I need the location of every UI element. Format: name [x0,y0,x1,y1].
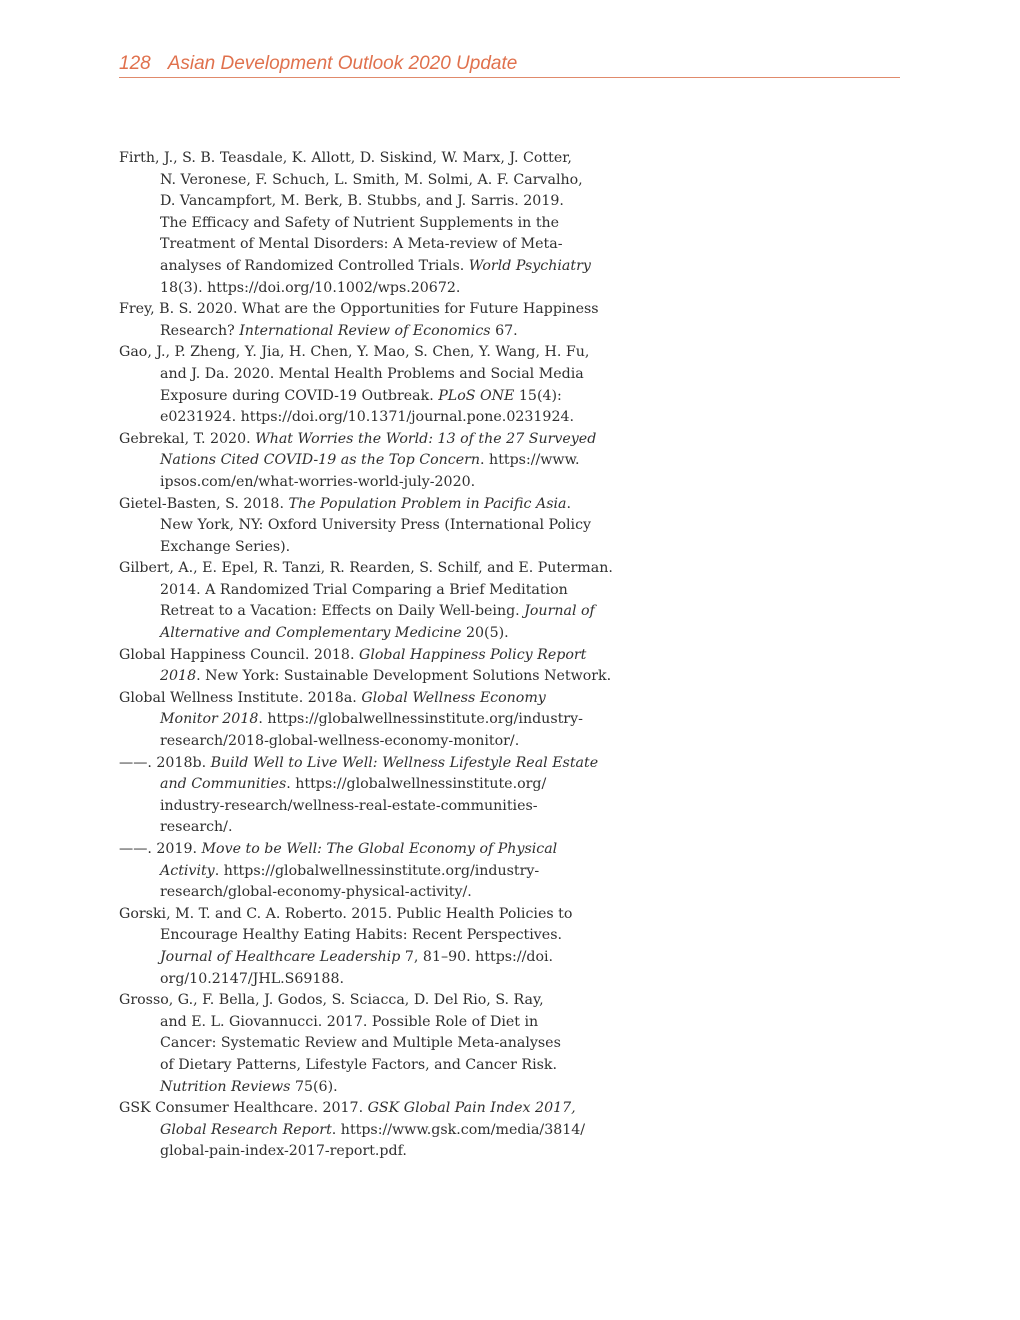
reference-text: research/global-economy-physical-activity/. [160,884,472,901]
reference-line [119,774,619,796]
reference-text: Firth, J., S. B. Teasdale, K. Allott, D. Siskind, W. Marx, J. Cotter, [119,150,572,166]
reference-line [119,342,619,364]
page-number: 128 [119,53,151,74]
italic-title-text: Move to be Well: The Global Economy of Physical [201,841,558,857]
reference-text: Exposure during COVID-19 Outbreak. [160,387,439,404]
reference-line [119,1033,619,1055]
reference-line [119,861,619,883]
reference-line [119,947,619,969]
reference-entry [119,904,619,990]
italic-title-text: 2018 [160,668,197,685]
reference-text: . New York: Sustainable Development Solutions Network. [196,668,612,685]
reference-text: . https://globalwellnessinstitute.org/ [286,776,547,793]
reference-line [119,601,619,623]
reference-line [119,494,619,516]
reference-entry [119,1098,619,1163]
reference-text: 20(5). [461,625,509,642]
reference-text: N. Veronese, F. Schuch, L. Smith, M. Solmi, A. F. Carvalho, [160,171,583,188]
reference-line [119,472,619,494]
reference-line [119,234,619,256]
reference-text: ——. 2018b. [119,754,211,771]
reference-text: The Efficacy and Safety of Nutrient Supplements in the [160,214,560,231]
italic-title-text: What Worries the World: 13 of the 27 Surveyed [255,430,597,447]
reference-text: and J. Da. 2020. Mental Health Problems and Social Media [160,365,584,382]
reference-text: analyses of Randomized Controlled Trials. [160,257,469,274]
reference-line [119,969,619,991]
reference-line [119,882,619,904]
reference-text: . https://www.gsk.com/media/3814/ [331,1121,586,1138]
reference-text: GSK Consumer Healthcare. 2017. [119,1100,368,1117]
reference-line [119,537,619,559]
reference-line [119,321,619,343]
reference-line [119,364,619,386]
reference-text: Gilbert, A., E. Epel, R. Tanzi, R. Rearden, S. Schilf, and E. Puterman. [119,560,613,577]
reference-line [119,753,619,775]
reference-text: ipsos.com/en/what-worries-world-july-2020. [160,473,476,490]
header-title: Asian Development Outlook 2020 Update [167,53,518,74]
reference-line [119,386,619,408]
reference-text: Grosso, G., F. Bella, J. Godos, S. Sciacca, D. Del Rio, S. Ray, [119,992,544,1009]
reference-entry [119,839,619,904]
reference-text: Research? [160,322,240,339]
reference-text: Gebrekal, T. 2020. [119,430,256,447]
reference-line [119,817,619,839]
reference-line [119,623,619,645]
reference-entry [119,990,619,1098]
italic-title-text: PLoS ONE [438,387,515,404]
reference-text: Global Wellness Institute. 2018a. [119,689,362,706]
reference-text: Gao, J., P. Zheng, Y. Jia, H. Chen, Y. Mao, S. Chen, Y. Wang, H. Fu, [119,344,590,361]
italic-title-text: Build Well to Live Well: Wellness Lifestyle Real Estate [210,754,599,771]
reference-line [119,839,619,861]
reference-line [119,170,619,192]
reference-text: . https://globalwellnessinstitute.org/industry- [214,862,540,879]
reference-text: industry-research/wellness-real-estate-communities- [160,797,538,814]
italic-title-text: Monitor 2018 [160,711,259,728]
reference-line [119,515,619,537]
reference-text: 75(6). [290,1078,338,1095]
reference-text: global-pain-index-2017-report.pdf. [160,1143,407,1160]
italic-title-text: Journal of [524,603,595,620]
reference-line [119,688,619,710]
reference-text: and E. L. Giovannucci. 2017. Possible Role of Diet in [160,1013,539,1030]
reference-text: Encourage Healthy Eating Habits: Recent Perspectives. [160,927,562,944]
reference-entry [119,753,619,839]
reference-text: Gietel-Basten, S. 2018. [119,495,289,512]
italic-title-text: World Psychiatry [468,257,591,274]
reference-entry [119,429,619,494]
running-header [119,50,900,78]
reference-text: of Dietary Patterns, Lifestyle Factors, and Cancer Risk. [160,1056,557,1073]
reference-line [119,278,619,300]
reference-text: 2014. A Randomized Trial Comparing a Brief Meditation [160,581,568,598]
italic-title-text: Journal of Healthcare Leadership [160,948,401,965]
reference-line [119,213,619,235]
reference-line [119,191,619,213]
reference-line [119,731,619,753]
reference-text: Global Happiness Council. 2018. [119,646,359,663]
reference-entry [119,299,619,342]
reference-text: D. Vancampfort, M. Berk, B. Stubbs, and J. Sarris. 2019. [160,193,564,210]
reference-line [119,1120,619,1142]
reference-line [119,1055,619,1077]
reference-text: . https://www. [480,452,580,469]
reference-text: e0231924. https://doi.org/10.1371/journal.pone.0231924. [160,409,575,426]
reference-text: research/. [160,819,233,836]
reference-line [119,256,619,278]
reference-line [119,580,619,602]
reference-list [119,148,619,1163]
reference-entry [119,148,619,299]
italic-title-text: The Population Problem in Pacific Asia [288,495,567,512]
italic-title-text: Global Wellness Economy [361,689,546,706]
reference-text: ——. 2019. [119,841,202,857]
reference-line [119,925,619,947]
reference-line [119,407,619,429]
reference-line [119,450,619,472]
reference-text: . [566,495,571,512]
reference-line [119,645,619,667]
reference-text: Treatment of Mental Disorders: A Meta-review of Meta- [160,236,563,253]
reference-line [119,904,619,926]
italic-title-text: GSK Global Pain Index 2017, [367,1100,576,1117]
italic-title-text: Nutrition Reviews [160,1078,291,1095]
reference-text: . https://globalwellnessinstitute.org/industry- [258,711,583,728]
italic-title-text: and Communities [160,776,287,793]
reference-line [119,990,619,1012]
reference-line [119,1012,619,1034]
reference-entry [119,645,619,688]
reference-entry [119,688,619,753]
reference-line [119,148,619,170]
italic-title-text: Activity [160,862,215,879]
reference-line [119,1141,619,1163]
reference-text: 7, 81–90. https://doi. [400,948,554,965]
reference-text: Exchange Series). [160,538,291,555]
reference-text: 18(3). https://doi.org/10.1002/wps.20672. [160,279,461,296]
reference-text: org/10.2147/JHL.S69188. [160,970,344,987]
reference-line [119,666,619,688]
reference-line [119,796,619,818]
reference-text: Gorski, M. T. and C. A. Roberto. 2015. Public Health Policies to [119,905,573,922]
reference-entry [119,558,619,644]
reference-text: Cancer: Systematic Review and Multiple Meta-analyses [160,1035,561,1052]
italic-title-text: Alternative and Complementary Medicine [160,625,462,642]
reference-entry [119,342,619,428]
italic-title-text: Global Research Report [160,1121,332,1138]
reference-line [119,299,619,321]
reference-line [119,1098,619,1120]
reference-text: 67. [490,322,518,339]
italic-title-text: Global Happiness Policy Report [358,646,587,663]
reference-text: New York, NY: Oxford University Press (International Policy [160,517,592,534]
reference-line [119,1077,619,1099]
reference-line [119,429,619,451]
reference-line [119,558,619,580]
reference-text: research/2018-global-wellness-economy-monitor/. [160,733,520,750]
reference-entry [119,494,619,559]
reference-text: 15(4): [514,387,562,404]
reference-text: Frey, B. S. 2020. What are the Opportunities for Future Happiness [119,301,599,318]
reference-text: Retreat to a Vacation: Effects on Daily Well-being. [160,603,525,620]
reference-line [119,709,619,731]
italic-title-text: International Review of Economics [239,322,491,339]
italic-title-text: Nations Cited COVID-19 as the Top Concern [160,452,481,469]
